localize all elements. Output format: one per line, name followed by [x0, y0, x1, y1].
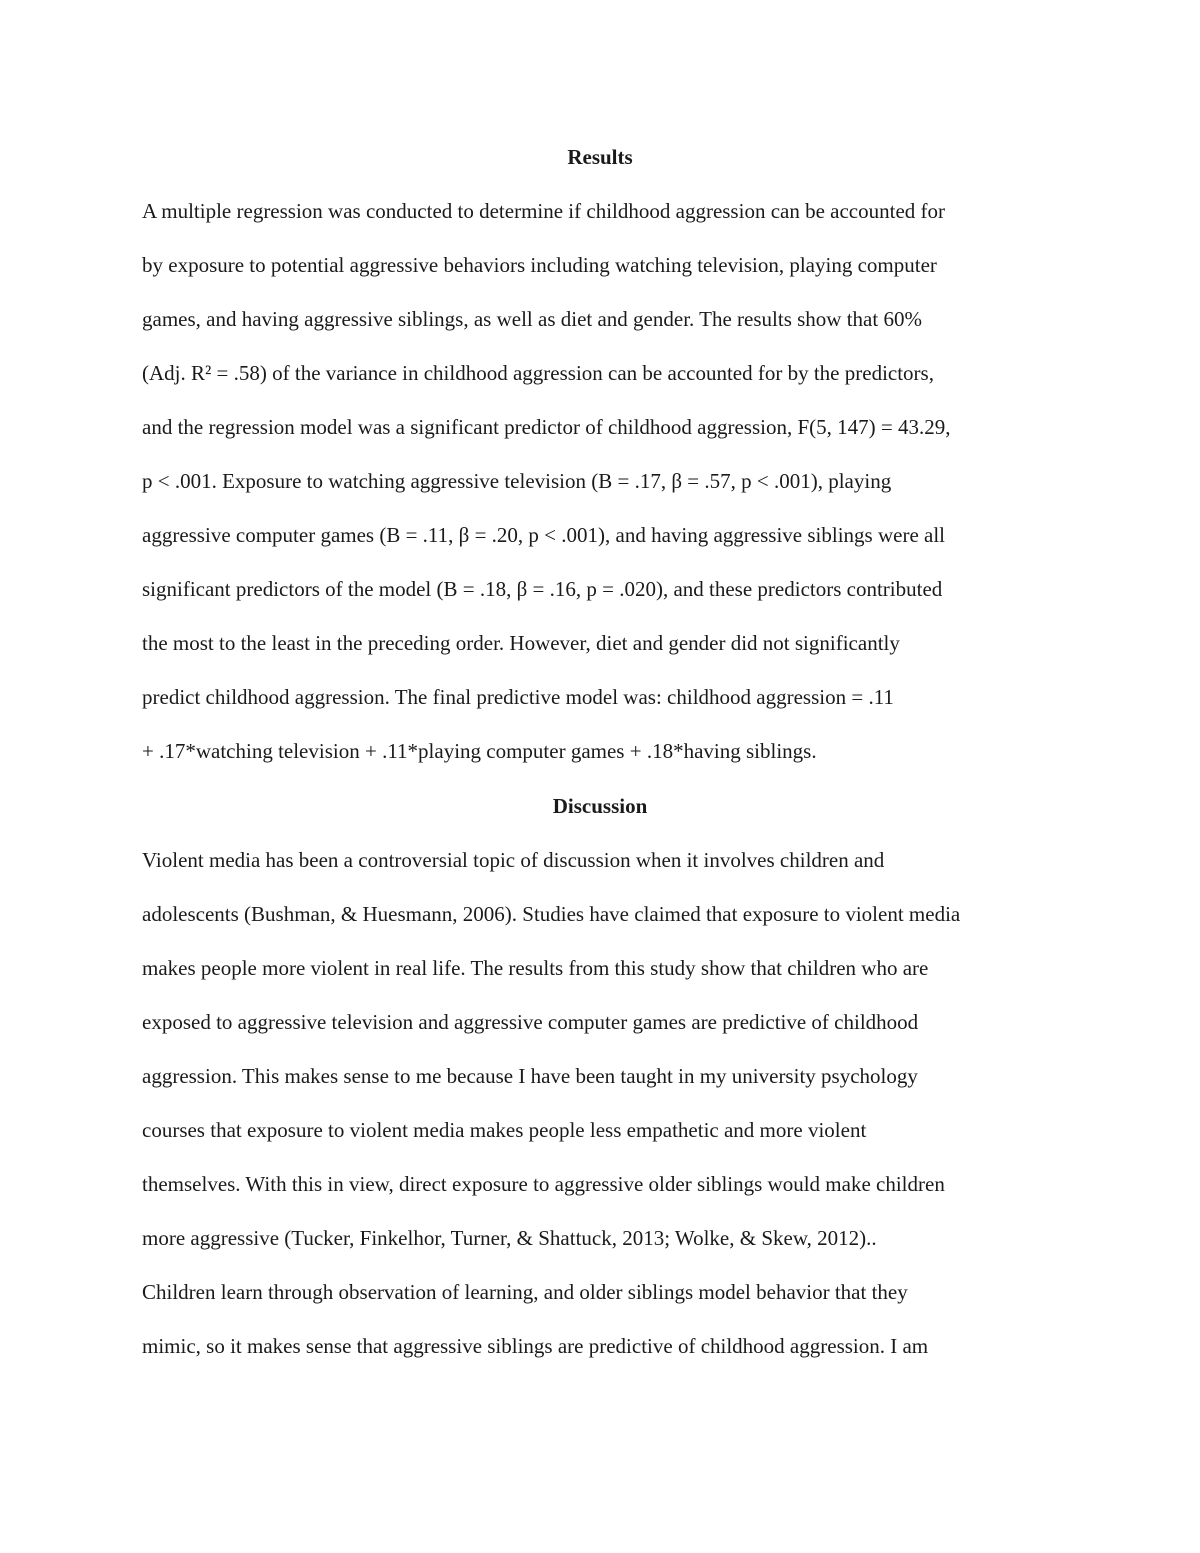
results-line-5: and the regression model was a significant predictor of childhood aggression, F(5, 147) = 43.29, — [142, 415, 951, 439]
results-line-10: predict childhood aggression. The final predictive model was: childhood aggression = .11 — [142, 685, 894, 709]
results-line-7: aggressive computer games (B = .11, β = .20, p < .001), and having aggressive siblings were all — [142, 523, 946, 547]
discussion-line-1: Violent media has been a controversial topic of discussion when it involves children and — [142, 848, 885, 872]
discussion-line-8: more aggressive (Tucker, Finkelhor, Turner, & Shattuck, 2013; Wolke, & Skew, 2012).. — [142, 1226, 877, 1250]
discussion-line-4: exposed to aggressive television and aggressive computer games are predictive of childhood — [142, 1010, 919, 1034]
results-line-2: by exposure to potential aggressive behaviors including watching television, playing computer — [142, 253, 937, 277]
results-line-9: the most to the least in the preceding order. However, diet and gender did not significantly — [142, 631, 900, 655]
results-line-1: A multiple regression was conducted to determine if childhood aggression can be accounted for — [142, 199, 946, 223]
discussion-heading: Discussion — [552, 794, 648, 818]
results-heading: Results — [567, 145, 633, 169]
discussion-line-3: makes people more violent in real life. The results from this study show that children who are — [142, 956, 929, 980]
results-line-6: p < .001. Exposure to watching aggressive television (B = .17, β = .57, p < .001), playing — [142, 469, 892, 493]
discussion-line-9: Children learn through observation of learning, and older siblings model behavior that they — [142, 1280, 908, 1304]
discussion-line-5: aggression. This makes sense to me because I have been taught in my university psychology — [142, 1064, 918, 1088]
results-line-4: (Adj. R² = .58) of the variance in childhood aggression can be accounted for by the predictors, — [142, 361, 934, 385]
results-line-3: games, and having aggressive siblings, as well as diet and gender. The results show that 60% — [142, 307, 922, 331]
results-line-8: significant predictors of the model (B = .18, β = .16, p = .020), and these predictors contributed — [142, 577, 943, 601]
discussion-line-7: themselves. With this in view, direct exposure to aggressive older siblings would make children — [142, 1172, 945, 1196]
results-line-11: + .17*watching television + .11*playing computer games + .18*having siblings. — [142, 739, 817, 763]
discussion-line-10: mimic, so it makes sense that aggressive siblings are predictive of childhood aggression. I am — [142, 1334, 929, 1358]
discussion-line-2: adolescents (Bushman, & Huesmann, 2006). Studies have claimed that exposure to violent media — [142, 902, 961, 926]
discussion-line-6: courses that exposure to violent media makes people less empathetic and more violent — [142, 1118, 867, 1142]
